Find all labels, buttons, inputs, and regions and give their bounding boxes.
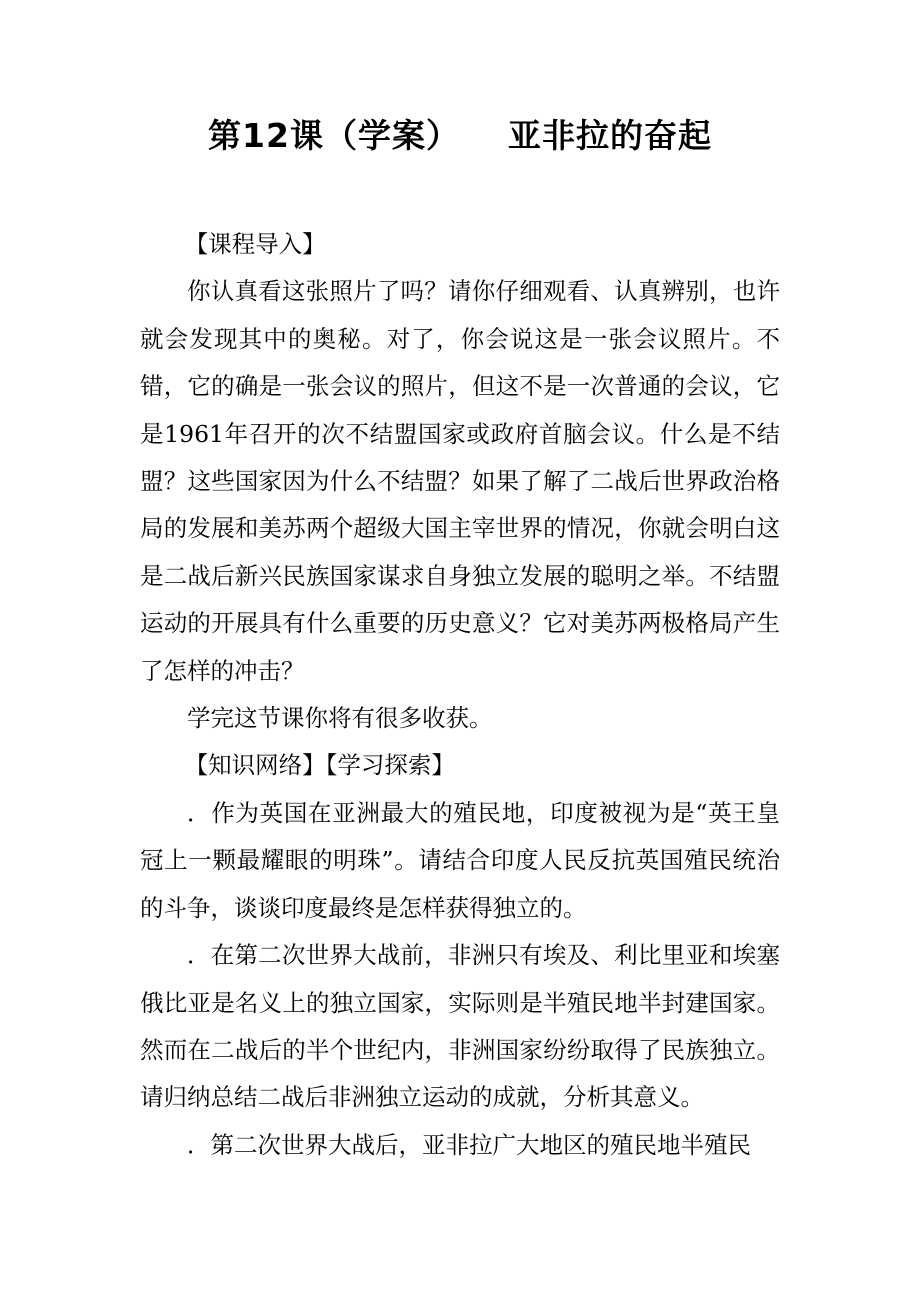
- document-body: [140, 221, 780, 1169]
- title-lesson-label: 第12课（学案）: [208, 116, 460, 155]
- intro-closing-paragraph: 学完这节课你将有很多收获。: [187, 704, 493, 733]
- section-heading-knowledge: 【知识网络】【学习探索】: [184, 751, 455, 780]
- question-india: ．作为英国在亚洲最大的殖民地，印度被视为是“英王皇冠上一颗最耀眼的明珠”。请结合印度人民反抗英国殖民统治的斗争，谈谈印度最终是怎样获得独立的。: [140, 798, 780, 922]
- title-topic: 亚非拉的奋起: [507, 116, 712, 155]
- section-heading-intro: 【课程导入】: [184, 230, 326, 258]
- question-africa: ．在第二次世界大战前，非洲只有埃及、利比里亚和埃塞俄比亚是名义上的独立国家，实际则是半殖民地半封建国家。然而在二战后的半个世纪内，非洲国家纷纷取得了民族独立。请归纳总结二战后非洲独立运动的成就，分析其意义。: [140, 941, 780, 1112]
- page-title: [0, 112, 920, 160]
- intro-paragraph: 你认真看这张照片了吗？请你仔细观看、认真辨别，也许就会发现其中的奥秘。对了，你会说这是一张会议照片。不错，它的确是一张会议的照片，但这不是一次普通的会议，它是1961年召开的次不结盟国家或政府首脑会议。什么是不结盟？这些国家因为什么不结盟？如果了解了二战后世界政治格局的发展和美苏两个超级大国主宰世界的情况，你就会明白这是二战后新兴民族国家谋求自身独立发展的聪明之举。不结盟运动的开展具有什么重要的历史意义？它对美苏两极格局产生了怎样的冲击？: [140, 277, 780, 685]
- question-asia-africa-latin-america: ．第二次世界大战后，亚非拉广大地区的殖民地半殖民: [187, 1130, 751, 1159]
